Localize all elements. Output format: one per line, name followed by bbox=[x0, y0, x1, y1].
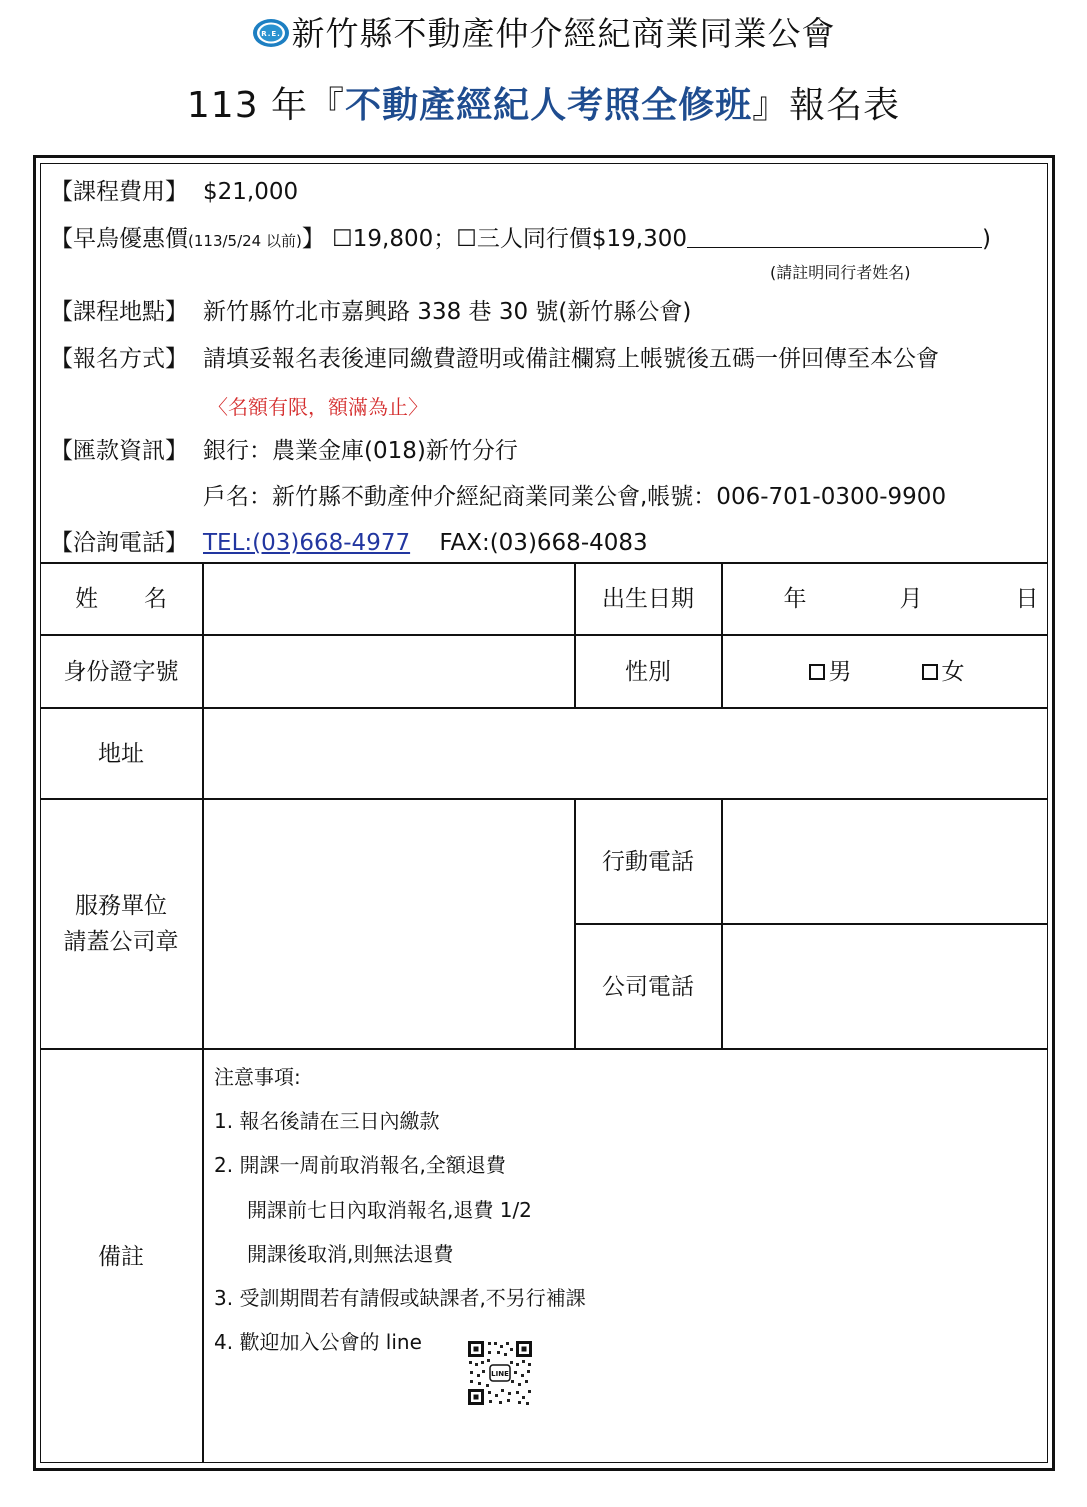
male-option[interactable] bbox=[780, 636, 880, 707]
gender-label: 性別 bbox=[625, 658, 671, 685]
name-input[interactable] bbox=[204, 564, 573, 633]
address-label: 地址 bbox=[98, 740, 144, 767]
remarks-label: 備註 bbox=[98, 1243, 144, 1270]
office-phone-label: 公司電話 bbox=[602, 973, 694, 1000]
note-item-3: 3. 受訓期間若有請假或缺課者,不另行補課 bbox=[214, 1286, 586, 1310]
id-label: 身份證字號 bbox=[63, 658, 179, 685]
fax-number: FAX:(03)668-4083 bbox=[439, 530, 648, 556]
fee-label: 【課程費用】 bbox=[50, 179, 188, 205]
org-name: 新竹縣不動產仲介經紀商業同業公會 bbox=[291, 14, 836, 53]
form-title bbox=[0, 80, 1087, 132]
mobile-label: 行動電話 bbox=[602, 848, 694, 875]
early-bird-close-paren: ) bbox=[981, 226, 991, 252]
remit-line bbox=[50, 436, 518, 466]
day-label: 日 bbox=[1015, 585, 1039, 612]
org-header bbox=[0, 12, 1087, 56]
location-line bbox=[50, 297, 692, 327]
title-suffix: 』報名表 bbox=[752, 85, 901, 126]
fee-line bbox=[50, 177, 299, 207]
contact-values bbox=[203, 528, 648, 558]
svg-text:R.E.: R.E. bbox=[260, 30, 281, 38]
tel-link[interactable]: TEL:(03)668-4977 bbox=[203, 530, 411, 556]
method-line bbox=[50, 344, 939, 374]
female-option[interactable] bbox=[893, 636, 993, 707]
company-stamp-area[interactable] bbox=[204, 801, 573, 1047]
location-label: 【課程地點】 bbox=[50, 299, 188, 325]
company-label-line2: 請蓋公司章 bbox=[63, 929, 179, 955]
note-item-2: 2. 開課一周前取消報名,全額退費 bbox=[214, 1153, 506, 1177]
address-input[interactable] bbox=[204, 710, 1047, 797]
remit-account: 戶名：新竹縣不動產仲介經紀商業同業公會,帳號：006-701-0300-9900 bbox=[203, 484, 947, 510]
line-qr-code-icon[interactable] bbox=[466, 1339, 534, 1407]
note-item-2-sub-2: 開課後取消,則無法退費 bbox=[247, 1242, 454, 1266]
course-name: 不動產經紀人考照全修班 bbox=[345, 85, 753, 126]
remit-bank: 銀行：農業金庫(018)新竹分行 bbox=[203, 438, 518, 464]
early-bird-options[interactable]: ☐19,800；☐三人同行價$19,300 bbox=[332, 226, 687, 252]
qr-line-label: LINE bbox=[491, 1370, 509, 1378]
notes-heading: 注意事項: bbox=[214, 1065, 301, 1089]
year-label: 年 bbox=[783, 585, 807, 612]
quota-notice: 〈名額有限，額滿為止〉 bbox=[208, 395, 428, 419]
association-logo-icon bbox=[252, 18, 290, 48]
companion-names-field[interactable] bbox=[687, 225, 982, 248]
female-checkbox[interactable] bbox=[922, 664, 938, 680]
location-value: 新竹縣竹北市嘉興路 338 巷 30 號(新竹縣公會) bbox=[203, 299, 692, 325]
early-bird-deadline: (113/5/24 以前) bbox=[188, 232, 302, 250]
male-label: 男 bbox=[828, 658, 852, 685]
month-label: 月 bbox=[899, 585, 923, 612]
note-item-2-sub-1: 開課前七日內取消報名,退費 1/2 bbox=[247, 1198, 532, 1222]
company-label-line1: 服務單位 bbox=[75, 893, 167, 919]
note-item-1: 1. 報名後請在三日內繳款 bbox=[214, 1109, 440, 1133]
id-input[interactable] bbox=[204, 637, 573, 706]
office-phone-input[interactable] bbox=[723, 926, 1047, 1047]
fee-value: $21,000 bbox=[203, 179, 299, 205]
note-item-4: 4. 歡迎加入公會的 line bbox=[214, 1330, 422, 1354]
male-checkbox[interactable] bbox=[809, 664, 825, 680]
early-bird-label: 【早鳥優惠價 bbox=[50, 226, 188, 252]
birth-label: 出生日期 bbox=[602, 585, 694, 612]
title-prefix: 113 年『 bbox=[186, 85, 346, 126]
mobile-input[interactable] bbox=[723, 801, 1047, 922]
contact-label: 【洽詢電話】 bbox=[50, 530, 188, 556]
method-value: 請填妥報名表後連同繳費證明或備註欄寫上帳號後五碼一併回傳至本公會 bbox=[203, 346, 939, 372]
female-label: 女 bbox=[941, 658, 965, 685]
company-label bbox=[40, 800, 202, 1048]
early-bird-label-close: 】 bbox=[301, 226, 325, 252]
contact-line bbox=[50, 528, 648, 558]
remit-label: 【匯款資訊】 bbox=[50, 438, 188, 464]
early-bird-line bbox=[50, 224, 991, 256]
companion-hint: (請註明同行者姓名) bbox=[770, 263, 911, 282]
name-label: 姓 名 bbox=[75, 585, 167, 612]
method-label: 【報名方式】 bbox=[50, 346, 188, 372]
